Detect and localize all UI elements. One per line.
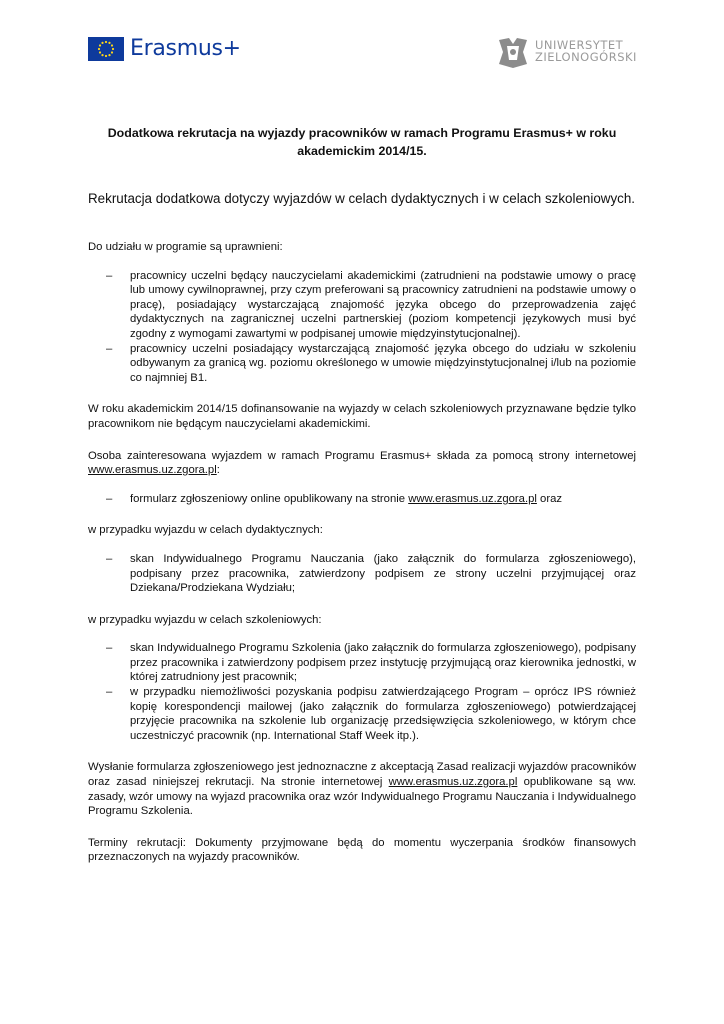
document-body: [88, 240, 636, 865]
teaching-intro: w przypadku wyjazdu w celach dydaktycznych:: [88, 524, 323, 537]
list-item: – w przypadku niemożliwości pozyskania podpisu zatwierdzającego Program – oprócz IPS również kopię korespondencji mailowej (jako załącznik do formularza zgłoszeniowego) potwierdzającej przyjęcie pracownika na szkolenie lub organizację przedsięwzięcia szkoleniowego, w którym chce uczestniczyć pracownik (np. International Staff Week itp.).: [106, 686, 636, 742]
list-item: – skan Indywidualnego Programu Nauczania (jako załącznik do formularza zgłoszeniowego), podpisany przez pracownika, zatwierdzony podpisem ze strony uczelni przyjmującej oraz Dziekana/Prodziekana Wydziału;: [106, 552, 636, 595]
header-logos: [88, 34, 648, 74]
dash-bullet: –: [106, 269, 113, 282]
training-intro: w przypadku wyjazdu w celach szkoleniowych:: [88, 613, 322, 626]
document-subtitle: Rekrutacja dodatkowa dotyczy wyjazdów w celach dydaktycznych i w celach szkoleniowych.: [88, 191, 636, 206]
document-title: Dodatkowa rekrutacja na wyjazdy pracowników w ramach Programu Erasmus+ w roku akademickim 2014/15.: [107, 126, 617, 158]
list-item: – skan Indywidualnego Programu Szkolenia (jako załącznik do formularza zgłoszeniowego), podpisany przez pracownika i zatwierdzony podpisem przez instytucję przyjmującą oraz kierownika jednostki, w której zatrudniony jest pracownik;: [106, 642, 636, 684]
university-name: [535, 39, 637, 63]
eligibility-intro: Do udziału w programie są uprawnieni:: [88, 241, 283, 253]
dash-bullet: –: [106, 552, 113, 565]
deadline-paragraph: Terminy rekrutacji: Dokumenty przyjmowane będą do momentu wyczerpania środków finansowych przeznaczonych na wyjazdy pracowników.: [88, 836, 636, 864]
university-name-line1: UNIWERSYTET: [535, 38, 624, 52]
application-list: [88, 492, 636, 507]
list-item: – formularz zgłoszeniowy online opublikowany na stronie www.erasmus.uz.zgora.pl oraz: [106, 492, 563, 505]
dash-bullet: –: [106, 642, 113, 655]
erasmus-plus-logo-text: Erasmus+: [130, 36, 241, 61]
erasmus-website-link[interactable]: www.erasmus.uz.zgora.pl: [88, 464, 217, 477]
teaching-list: [88, 552, 636, 596]
training-list: [88, 641, 636, 743]
university-logo: [495, 34, 648, 74]
funding-note: W roku akademickim 2014/15 dofinansowanie na wyjazdy w celach szkoleniowych przyznawane będzie tylko pracownikom nie będącym nauczycielami akademickimi.: [88, 403, 636, 430]
dash-bullet: –: [106, 342, 113, 355]
list-item: – pracownicy uczelni będący nauczycielami akademickimi (zatrudnieni na podstawie umowy o pracę lub umowy cywilnoprawnej, przy czym preferowani są pracownicy zatrudnieni na podstawie umowy o pracę), posiadający wystarczającą znajomość języka obcego do przeprowadzenia zajęć dydaktycznych na zagranicznej uczelni partnerskiej (poziom kompetencji językowych musi być zgodny z wymogami zawartymi w podpisanej umowie międzyinstytucjonalnej).: [106, 269, 636, 340]
eligibility-list: [88, 269, 636, 386]
dash-bullet: –: [106, 492, 113, 505]
application-intro: Osoba zainteresowana wyjazdem w ramach Programu Erasmus+ składa za pomocą strony internetowej www.erasmus.uz.zgora.pl:: [88, 449, 636, 477]
list-item: – pracownicy uczelni posiadający wystarczającą znajomość języka obcego do udziału w szkoleniu odbywanym za granicą wg. poziomu określonego w umowie międzyinstytucjonalnej i/lub na poziomie co najmniej B1.: [106, 342, 636, 384]
acceptance-paragraph: Wysłanie formularza zgłoszeniowego jest jednoznaczne z akceptacją Zasad realizacji wyjazdów pracowników oraz zasad niniejszej rekrutacji. Na stronie internetowej www.erasmus.uz.zgora.pl opublikowane są ww. zasady, wzór umowy na wyjazd pracownika oraz wzór Indywidualnego Programu Nauczania i Indywidualnego Programu Szkolenia.: [88, 761, 636, 818]
dash-bullet: –: [106, 686, 113, 699]
university-name-line2: ZIELONOGÓRSKI: [535, 50, 637, 64]
university-emblem-icon: [495, 34, 531, 75]
rules-website-link[interactable]: www.erasmus.uz.zgora.pl: [388, 776, 518, 789]
form-website-link[interactable]: www.erasmus.uz.zgora.pl: [408, 492, 537, 505]
eu-flag-icon: [88, 37, 124, 61]
